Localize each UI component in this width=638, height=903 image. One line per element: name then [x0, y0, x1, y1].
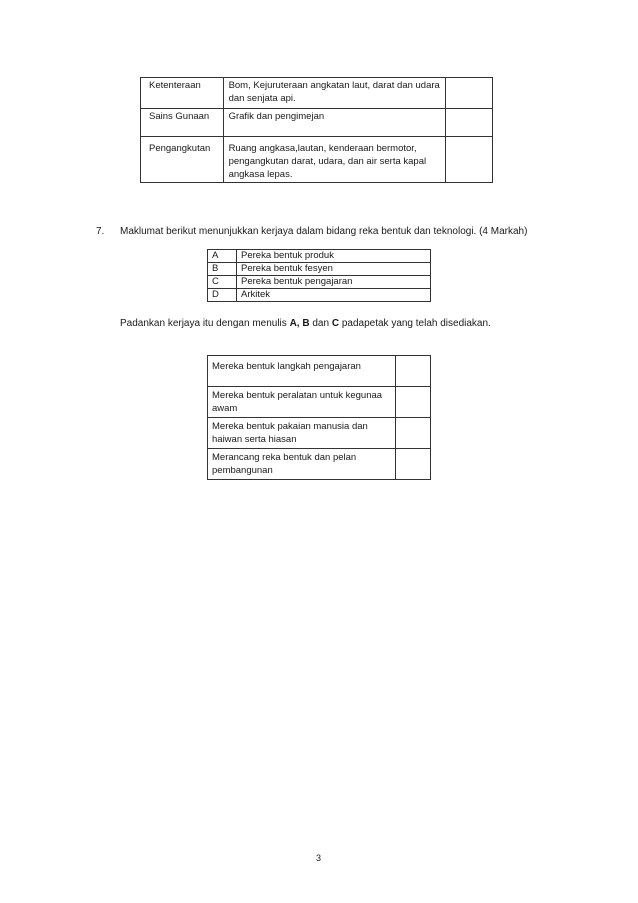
- instruction-bold-last: C: [331, 318, 340, 329]
- answer-box[interactable]: [446, 109, 493, 137]
- match-description: Mereka bentuk peralatan untuk kegunaa awam: [208, 387, 396, 418]
- match-description: Merancang reka bentuk dan pelan pembangunan: [208, 449, 396, 480]
- match-description: Mereka bentuk pakaian manusia dan haiwan serta hiasan: [208, 418, 396, 449]
- career-name: Pereka bentuk fesyen: [237, 263, 431, 276]
- table-row: [208, 449, 431, 480]
- table-row: [141, 109, 493, 137]
- career-letter: B: [208, 263, 237, 276]
- career-name: Pereka bentuk pengajaran: [237, 276, 431, 289]
- career-name: Arkitek: [237, 289, 431, 302]
- career-letter: D: [208, 289, 237, 302]
- table-row: [208, 418, 431, 449]
- answer-box[interactable]: [396, 418, 431, 449]
- field-description-table: [140, 77, 493, 183]
- instruction-text: [120, 318, 491, 329]
- career-letter: A: [208, 250, 237, 263]
- answer-box[interactable]: [396, 356, 431, 387]
- description-cell: Bom, Kejuruteraan angkatan laut, darat dan udara dan senjata api.: [223, 78, 446, 109]
- table-row: [141, 137, 493, 183]
- match-description: Mereka bentuk langkah pengajaran: [208, 356, 396, 387]
- table-row: [208, 250, 431, 263]
- table-row: [141, 78, 493, 109]
- instruction-bold-letters: A, B: [289, 318, 310, 329]
- table-row: [208, 356, 431, 387]
- description-cell: Ruang angkasa,lautan, kenderaan bermotor, pengangkutan darat, udara, dan air serta kapal angkasa lepas.: [223, 137, 446, 183]
- table-row: [208, 263, 431, 276]
- answer-box[interactable]: [396, 449, 431, 480]
- answer-box[interactable]: [396, 387, 431, 418]
- field-cell: Sains Gunaan: [141, 109, 224, 137]
- page-number: 3: [316, 853, 322, 863]
- answer-box[interactable]: [446, 137, 493, 183]
- instruction-after: padapetak yang telah disediakan.: [339, 318, 491, 329]
- field-cell: Pengangkutan: [141, 137, 224, 183]
- table-row: [208, 276, 431, 289]
- table-row: [208, 289, 431, 302]
- career-letter: C: [208, 276, 237, 289]
- table-row: [208, 387, 431, 418]
- answer-box[interactable]: [446, 78, 493, 109]
- career-name: Pereka bentuk produk: [237, 250, 431, 263]
- question-text: Maklumat berikut menunjukkan kerjaya dalam bidang reka bentuk dan teknologi. (4 Markah): [120, 226, 528, 237]
- question-number: 7.: [96, 226, 105, 237]
- instruction-middle: dan: [309, 318, 332, 329]
- description-cell: Grafik dan pengimejan: [223, 109, 446, 137]
- instruction-before: Padankan kerjaya itu dengan menulis: [120, 318, 290, 329]
- matching-table: [207, 355, 431, 480]
- career-list-table: [207, 249, 431, 302]
- field-cell: Ketenteraan: [141, 78, 224, 109]
